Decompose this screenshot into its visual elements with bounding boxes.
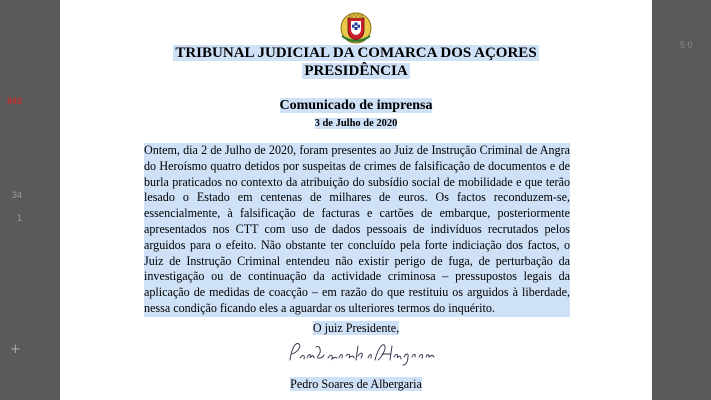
right-background-panel bbox=[652, 0, 711, 400]
coat-of-arms-icon bbox=[336, 8, 376, 46]
plus-icon[interactable]: + bbox=[10, 342, 21, 357]
signer-name: Pedro Soares de Albergaria bbox=[290, 377, 422, 391]
document-page bbox=[60, 0, 652, 400]
court-name: TRIBUNAL JUDICIAL DA COMARCA DOS AÇORES bbox=[175, 45, 537, 61]
background-number: 1 bbox=[16, 213, 22, 223]
background-number: 843 bbox=[6, 96, 22, 106]
handwritten-signature bbox=[286, 338, 438, 368]
background-label: 5 0 bbox=[680, 40, 693, 50]
press-release-title: Comunicado de imprensa bbox=[279, 98, 433, 113]
press-release-body: Ontem, dia 2 de Julho de 2020, foram presentes ao Juiz de Instrução Criminal de Angra do Heroísmo quatro detidos por suspeitas de crimes de falsificação de documentos e de burla praticados no contexto da atribuição do subsídio social de mobilidade e que terão lesado o Estado em centenas de milhares de euros. Os factos reconduzem-se, essencialmente, à falsificação de facturas e cartões de embarque, posteriormente apresentados nos CTT com uso de dados pessoais de indivíduos recrutados pelos arguidos para o efeito. Não obstante ter concluído pela forte indiciação dos factos, o Juiz de Instrução Criminal entendeu não existir perigo de fuga, de perturbação da investigação ou de continuação da actividade criminosa – pressupostos legais da aplicação de medidas de coacção – em razão do que restituiu os arguidos à liberdade, nessa condição ficando eles a aguardar os ulteriores termos do inquérito. bbox=[144, 143, 570, 315]
background-number: 34 bbox=[11, 190, 22, 200]
court-heading bbox=[60, 44, 652, 62]
division-heading bbox=[60, 62, 652, 80]
left-background-panel bbox=[0, 0, 60, 400]
signature-label: O juiz Presidente, bbox=[312, 321, 400, 335]
division-name: PRESIDÊNCIA bbox=[304, 63, 408, 79]
press-release-date: 3 de Julho de 2020 bbox=[314, 118, 398, 129]
